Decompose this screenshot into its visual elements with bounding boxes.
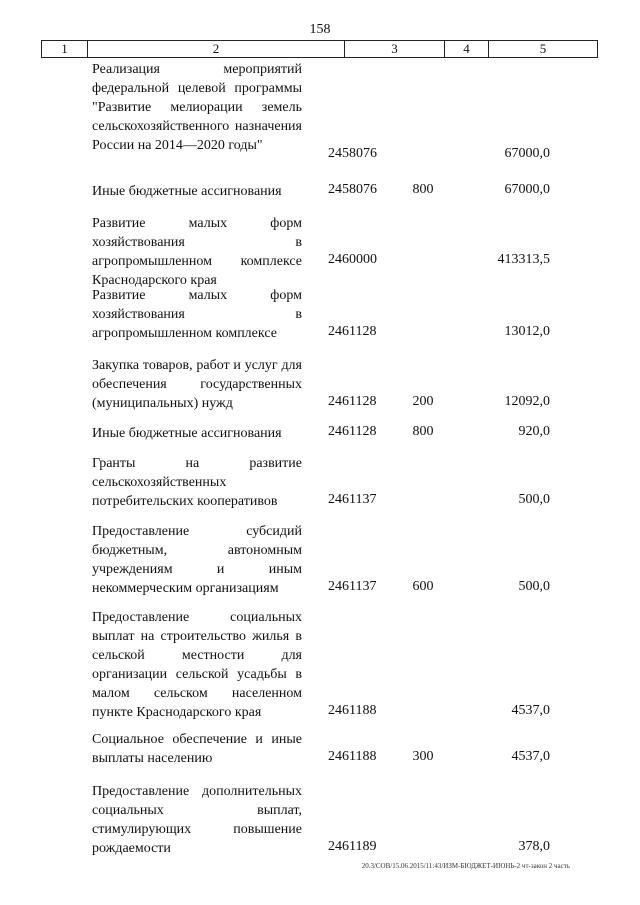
row-code: 2460000: [328, 252, 377, 267]
row-kind: 800: [412, 182, 434, 197]
header-col-3: 3: [345, 41, 445, 57]
row-kind: 600: [412, 579, 434, 594]
row-amount: 13012,0: [504, 324, 550, 339]
row-code: 2461137: [328, 492, 377, 507]
row-code: 2458076: [328, 182, 377, 197]
document-footer: 20.3/СОВ/15.06.2015/11:43/ИЗМ-БЮДЖЕТ-ИЮНЬ-2 чт-закон 2 часть: [361, 862, 570, 870]
header-col-1: 1: [42, 41, 88, 57]
row-code: 2461128: [328, 324, 377, 339]
row-kind: 200: [412, 394, 434, 409]
row-amount: 12092,0: [504, 394, 550, 409]
row-code: 2461128: [328, 424, 377, 439]
row-description: Предоставление социальных выплат на строительство жилья в сельской местности для организации сельской усадьбы в малом сельском населенном пункте Краснодарского края: [92, 610, 302, 720]
row-description: Иные бюджетные ассигнования: [92, 426, 282, 441]
row-description: Социальное обеспечение и иные выплаты населению: [92, 732, 302, 766]
row-amount: 67000,0: [504, 146, 550, 161]
row-code: 2461128: [328, 394, 377, 409]
row-description: Реализация мероприятий федеральной целевой программы "Развитие мелиорации земель сельскохозяйственного назначения России на 2014—2020 годы": [92, 62, 302, 153]
row-amount: 500,0: [518, 579, 550, 594]
row-amount: 4537,0: [511, 749, 550, 764]
row-description: Предоставление дополнительных социальных выплат, стимулирующих повышение рождаемости: [92, 784, 302, 856]
row-description: Развитие малых форм хозяйствования в агропромышленном комплексе Краснодарского края: [92, 216, 302, 288]
row-kind: 800: [412, 424, 434, 439]
header-col-5: 5: [539, 41, 547, 56]
row-code: 2461188: [328, 749, 377, 764]
row-description: Предоставление субсидий бюджетным, автономным учреждениям и иным некоммерческим организациям: [92, 524, 302, 596]
row-amount: 4537,0: [511, 703, 550, 718]
row-amount: 378,0: [518, 839, 550, 854]
row-code: 2458076: [328, 146, 377, 161]
row-kind: 300: [412, 749, 434, 764]
row-code: 2461137: [328, 579, 377, 594]
table-header: [41, 40, 598, 58]
row-code: 2461188: [328, 703, 377, 718]
header-col-2: 2: [88, 41, 345, 57]
page-number: 158: [309, 22, 331, 37]
row-description: Иные бюджетные ассигнования: [92, 184, 282, 199]
row-amount: 500,0: [518, 492, 550, 507]
row-description: Закупка товаров, работ и услуг для обеспечения государственных (муниципальных) нужд: [92, 358, 302, 411]
row-amount: 413313,5: [497, 252, 550, 267]
row-description: Гранты на развитие сельскохозяйственных потребительских кооперативов: [92, 456, 302, 509]
row-description: Развитие малых форм хозяйствования в агропромышленном комплексе: [92, 288, 302, 341]
header-col-4: 4: [445, 41, 489, 57]
row-amount: 67000,0: [504, 182, 550, 197]
row-code: 2461189: [328, 839, 377, 854]
row-amount: 920,0: [518, 424, 550, 439]
